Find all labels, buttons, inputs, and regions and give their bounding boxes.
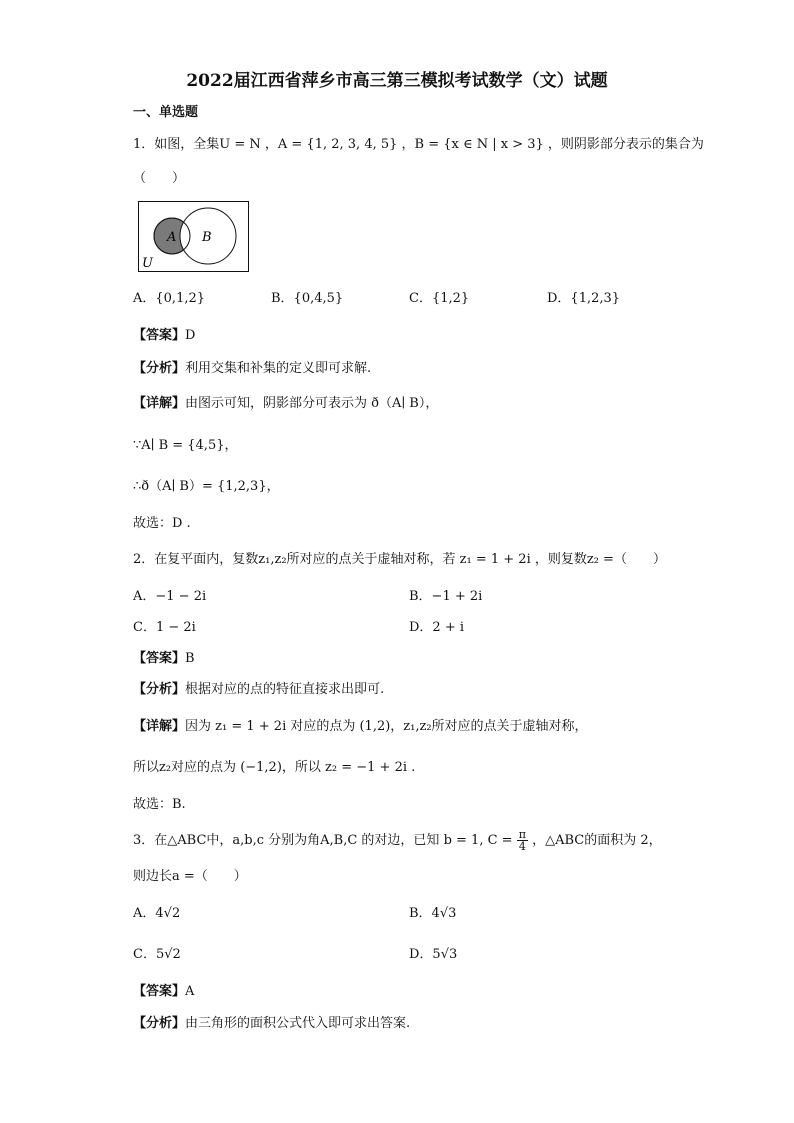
question-3-stem-post: ，△ABC的面积为 2， <box>532 833 662 848</box>
question-2-answer <box>133 650 195 668</box>
question-1-detail <box>133 395 438 413</box>
venn-diagram <box>138 201 250 273</box>
question-2-detail <box>133 718 588 736</box>
section-heading-single-choice: 一、单选题 <box>133 105 199 120</box>
analysis-text: 由三角形的面积公式代入即可求出答案. <box>185 1016 411 1031</box>
analysis-text: 利用交集和补集的定义即可求解. <box>185 361 372 376</box>
detail-text: 因为 z₁ = 1 + 2i 对应的点为 (1,2)，z₁,z₂所对应的点关于虚轴对称， <box>185 719 588 734</box>
question-1-option-a: A．{0,1,2} <box>133 291 206 306</box>
question-2-analysis <box>133 681 384 699</box>
detail-label: 【详解】 <box>133 396 186 411</box>
fraction-numerator: π <box>518 828 526 841</box>
analysis-text: 根据对应的点的特征直接求出即可. <box>185 682 385 697</box>
question-1-option-b: B．{0,4,5} <box>271 291 344 306</box>
analysis-label: 【分析】 <box>133 682 186 697</box>
question-3-option-c: C．5√2 <box>133 947 181 962</box>
document-title: 2022届江西省萍乡市高三第三模拟考试数学（文）试题 <box>186 71 608 91</box>
question-3-stem <box>133 829 662 853</box>
answer-value: A <box>185 984 195 999</box>
answer-value: B <box>185 651 195 666</box>
detail-text: 由图示可知，阴影部分可表示为 ð（A∣ B）， <box>185 396 439 411</box>
question-1-paren: （ ） <box>133 171 186 186</box>
question-2-step-2: 所以z₂对应的点为 (−1,2)，所以 z₂ = −1 + 2i . <box>133 760 416 775</box>
question-3-option-a: A．4√2 <box>133 906 181 921</box>
fraction-denominator: 4 <box>518 840 526 853</box>
question-2-option-c: C．1 − 2i <box>133 620 196 635</box>
answer-label: 【答案】 <box>133 328 186 343</box>
question-1-answer <box>133 327 195 345</box>
fraction-pi-over-4 <box>517 829 528 852</box>
question-3-option-b: B．4√3 <box>409 906 457 921</box>
question-2-stem: 2．在复平面内，复数z₁,z₂所对应的点关于虚轴对称，若 z₁ = 1 + 2i ，则复数z₂ =（ ） <box>133 552 666 567</box>
answer-label: 【答案】 <box>133 984 186 999</box>
question-1-option-d: D．{1,2,3} <box>547 291 621 306</box>
question-2-option-d: D．2 + i <box>409 620 465 635</box>
answer-label: 【答案】 <box>133 651 186 666</box>
venn-label-a: A <box>167 230 177 245</box>
question-2-option-b: B．−1 + 2i <box>409 589 483 604</box>
question-1-stem: 1．如图，全集U = N ，A = {1, 2, 3, 4, 5} ，B = {x ∈ N | x > 3} ，则阴影部分表示的集合为 <box>133 137 704 152</box>
question-3-option-d: D．5√3 <box>409 947 458 962</box>
answer-value: D <box>185 328 196 343</box>
question-2-choose: 故选：B. <box>133 797 186 812</box>
question-1-analysis <box>133 360 371 378</box>
question-3-stem-line-2: 则边长a =（ ） <box>133 869 247 884</box>
analysis-label: 【分析】 <box>133 361 186 376</box>
venn-label-u: U <box>142 256 153 271</box>
question-1-step-2: ∵A∣ B = {4,5}， <box>133 438 238 453</box>
question-3-answer <box>133 983 194 1001</box>
question-1-choose: 故选：D . <box>133 516 191 531</box>
question-2-option-a: A．−1 − 2i <box>133 589 207 604</box>
detail-label: 【详解】 <box>133 719 186 734</box>
question-3-stem-pre: 3．在△ABC中，a,b,c 分别为角A,B,C 的对边，已知 b = 1, C = <box>133 833 513 848</box>
question-1-step-3: ∴ð（A∣ B）= {1,2,3}， <box>133 479 280 494</box>
venn-label-b: B <box>202 230 212 245</box>
analysis-label: 【分析】 <box>133 1016 186 1031</box>
question-1-option-c: C．{1,2} <box>409 291 470 306</box>
question-3-analysis <box>133 1015 410 1033</box>
